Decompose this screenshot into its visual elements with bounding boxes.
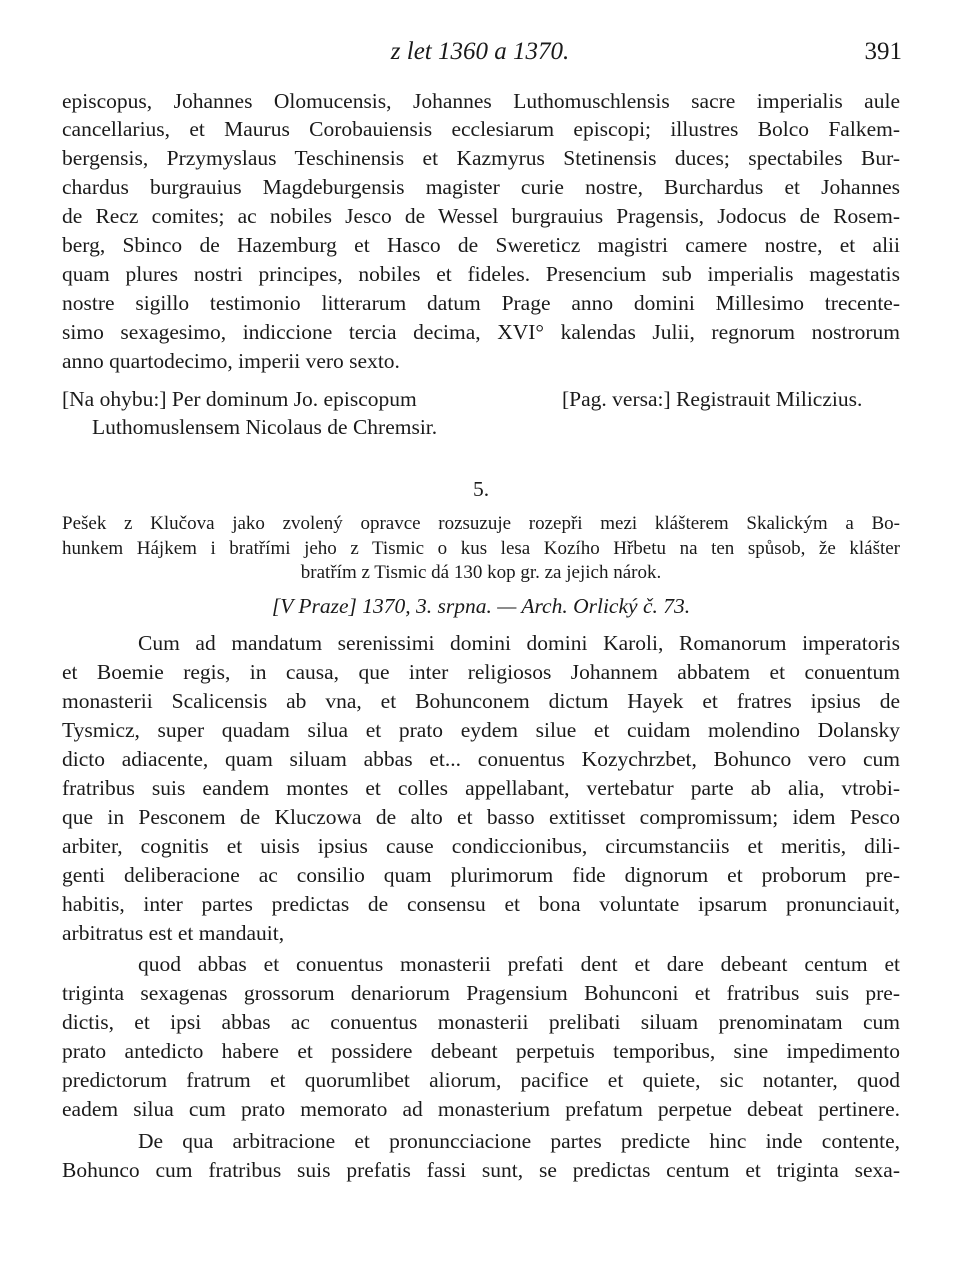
text-line: que in Pesconem de Kluczowa de alto et basso extitisset compromissum; idem Pesco (62, 805, 900, 829)
text-line: berg, Sbinco de Hazemburg et Hasco de Swereticz magistri camere nostre, et alii (62, 233, 900, 257)
text-line: arbitratus est et mandauit, (62, 921, 285, 945)
text-line: Tysmicz, super quadam silua et prato eydem silue et cuidam molendino Dolansky (62, 718, 900, 742)
text-line: Cum ad mandatum serenissimi domini domini Karoli, Romanorum imperatoris (138, 631, 900, 655)
source-note: [V Praze] 1370, 3. srpna. — Arch. Orlický č. 73. (271, 594, 691, 618)
text-line: et Boemie regis, in causa, que inter religiosos Johannem abbatem et conuentum (62, 660, 900, 684)
summary-line: Pešek z Klučova jako zvolený opravce rozsuzuje rozepři mezi klášterem Skalickým a Bo- (62, 513, 900, 534)
text-line: quam plures nostri principes, nobiles et fideles. Presencium sub imperialis magestatis (62, 262, 900, 286)
verso-note: [Pag. versa:] Registrauit Miliczius. (562, 387, 863, 411)
text-line: anno quartodecimo, imperii vero sexto. (62, 349, 400, 373)
text-line: simo sexagesimo, indiccione tercia decima, XVI° kalendas Julii, regnorum nostrorum (62, 320, 900, 344)
page-number: 391 (864, 38, 902, 65)
text-line: dictis, et ipsi abbas ac conuentus monasterii prelibati siluam prenominatam cum (62, 1010, 900, 1034)
text-line: cancellarius, et Maurus Corobauiensis ecclesiarum episcopi; illustres Bolco Falkem- (62, 117, 900, 141)
text-line: arbiter, cognitis et uisis ipsius cause condiccionibus, circumstanciis et meritis, dili- (62, 834, 900, 858)
text-line: genti deliberacione ac consilio quam plurimorum fide dignorum et proborum pre- (62, 863, 900, 887)
text-line: habitis, inter partes predictas de consensu et bona voluntate ipsarum pronunciauit, (62, 892, 900, 916)
document-number: 5. (472, 477, 490, 501)
text-line: nostre sigillo testimonio litterarum datum Prage anno domini Millesimo trecente- (62, 291, 900, 315)
summary-line: bratřím z Tismic dá 130 kop gr. za jejich nárok. (300, 562, 662, 583)
fold-note-signature: Luthomuslensem Nicolaus de Chremsir. (92, 415, 438, 439)
running-title: z let 1360 a 1370. (390, 38, 570, 65)
text-line: Bohunco cum fratribus suis prefatis fassi sunt, se predictas centum et triginta sexa- (62, 1158, 900, 1182)
text-line: prato antedicto habere et possidere debeant perpetuis temporibus, sine impedimento (62, 1039, 900, 1063)
text-line: dicto adiacente, quam siluam abbas et... conuentus Kozychrzbet, Bohunco vero cum (62, 747, 900, 771)
summary-line: hunkem Hájkem i bratřími jeho z Tismic o kus lesa Kozího Hřbetu na ten spůsob, že klášter (62, 538, 900, 559)
text-line: de Recz comites; ac nobiles Jesco de Wessel burgrauius Pragensis, Jodocus de Rosem- (62, 204, 900, 228)
text-line: eadem silua cum prato memorato ad monasterium prefatum perpetue debeat pertinere. (62, 1097, 900, 1121)
fold-note: [Na ohybu:] Per dominum Jo. episcopum (62, 387, 417, 411)
text-line: chardus burgrauius Magdeburgensis magister curie nostre, Burchardus et Johannes (62, 175, 900, 199)
text-line: predictorum fratrum et quorumlibet aliorum, pacifice et quiete, sic notanter, quod (62, 1068, 900, 1092)
text-line: monasterii Scalicensis ab vna, et Bohunconem dictum Hayek et fratres ipsius de (62, 689, 900, 713)
text-line: bergensis, Przymyslaus Teschinensis et Kazmyrus Stetinensis duces; spectabiles Bur- (62, 146, 900, 170)
running-header (0, 36, 960, 68)
text-line: triginta sexagenas grossorum denariorum Pragensium Bohunconi et fratribus suis pre- (62, 981, 900, 1005)
text-line: De qua arbitracione et pronuncciacione partes predicte hinc inde contente, (138, 1129, 900, 1153)
text-line: quod abbas et conuentus monasterii prefati dent et dare debeant centum et (138, 952, 900, 976)
text-line: fratribus suis eandem montes et colles appellabant, vertebatur parte ab alia, vtrobi- (62, 776, 900, 800)
text-line: episcopus, Johannes Olomucensis, Johannes Luthomuschlensis sacre imperialis aule (62, 89, 900, 113)
